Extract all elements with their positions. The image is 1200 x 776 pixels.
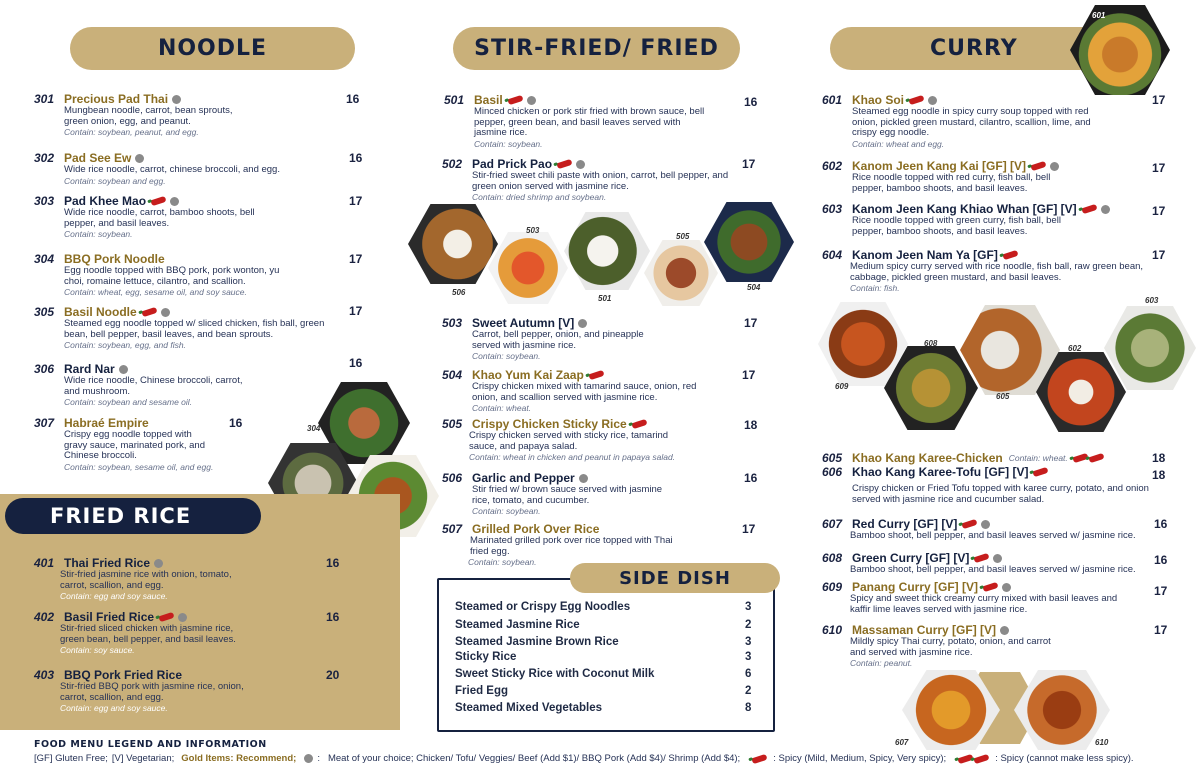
meat-choice-icon: [178, 613, 187, 622]
menu-item-609: 609 Panang Curry [GF] [V] 17 Spicy and sweet thick creamy curry mixed with basil leaves and kaffir lime leaves served with jasmine rice.: [822, 580, 1168, 615]
side-dish-row: Steamed Jasmine Rice 2: [455, 619, 752, 631]
menu-item-607: 607 Red Curry [GF] [V] 16 Bamboo shoot, bell pepper, and basil leaves served w/ jasmine rice.: [822, 517, 1168, 541]
menu-item-507: 507 Grilled Pork Over Rice 17 Marinated grilled pork over rice topped with Thai fried egg. Contain: soybean.: [442, 522, 756, 567]
curry-header: CURRY: [830, 27, 1130, 70]
chili-icon: [1081, 204, 1097, 214]
chili-icon: [158, 612, 174, 622]
menu-item-403: 403 BBQ Pork Fried Rice 20 Stir-fried BBQ pork with jasmine rice, onion, carrot, scallion, and egg. Contain: egg and soy sauce.: [34, 668, 340, 713]
chili-icon: [974, 553, 990, 563]
photo-505: [644, 240, 718, 306]
menu-item-402: 402 Basil Fried Rice 16 Stir-fried sliced chicken with jasmine rice, green bean, bell pepper, and basil leaves. Contain: soy sauce.: [34, 610, 340, 655]
meat-choice-icon: [1000, 626, 1009, 635]
meat-choice-icon: [170, 197, 179, 206]
meat-choice-icon: [161, 308, 170, 317]
photo-506: [408, 204, 498, 284]
chili-icon: [588, 370, 604, 380]
side-dish-row: Steamed Jasmine Brown Rice 3: [455, 636, 752, 648]
side-dish-row: Steamed Mixed Vegetables 8: [455, 702, 752, 714]
menu-item-502: 502 Pad Prick Pao 17 Stir-fried sweet chili paste with onion, carrot, bell pepper, and green onion served with jasmine rice. Contain: dried shrimp and soybean.: [442, 157, 756, 202]
chili-icon: [150, 196, 166, 206]
chili-icon: [1002, 250, 1018, 260]
menu-item-307: 307 Habraé Empire 16 Crispy egg noodle topped with gravy sauce, marinated pork, and Chinese broccoli. Contain: soybean, sesame oil, and egg.: [34, 416, 243, 472]
meat-choice-icon: [576, 160, 585, 169]
legend-title: FOOD MENU LEGEND AND INFORMATION: [34, 739, 267, 750]
meat-choice-icon: [928, 96, 937, 105]
meat-choice-icon: [578, 319, 587, 328]
menu-item-301: 301 Precious Pad Thai 16 Mungbean noodle, carrot, bean sprouts, green onion, egg, and peanut. Contain: soybean, peanut, and egg.: [34, 92, 360, 137]
meat-choice-icon: [527, 96, 536, 105]
chili-icon: [1033, 467, 1049, 477]
meat-choice-icon: [172, 95, 181, 104]
menu-item-610: 610 Massaman Curry [GF] [V] 17 Mildly spicy Thai curry, potato, onion, and carrot and served with jasmine rice. Contain: peanut.: [822, 623, 1168, 668]
menu-item-601: 601 Khao Soi 17 Steamed egg noodle in spicy curry soup topped with red onion, pickled green mustard, cilantro, scallion, lime, and crispy egg noodle. Contain: wheat and egg.: [822, 93, 1166, 149]
photo-601: [1070, 5, 1170, 95]
chili-icon: [631, 419, 647, 429]
chili-icon: [556, 159, 572, 169]
meat-choice-icon: [1101, 205, 1110, 214]
menu-item-303: 303 Pad Khee Mao 17 Wide rice noodle, carrot, bamboo shoots, bell pepper, and basil leaves. Contain: soybean.: [34, 194, 363, 239]
chili-icon: [1088, 453, 1104, 463]
side-dish-row: Steamed or Crispy Egg Noodles 3: [455, 601, 752, 613]
menu-item-506: 506 Garlic and Pepper 16 Stir fried w/ brown sauce served with jasmine rice, tomato, and cucumber. Contain: soybean.: [442, 471, 758, 516]
menu-item-603: 603 Kanom Jeen Kang Khiao Whan [GF] [V] 17 Rice noodle topped with green curry, fish ball, bell pepper, bamboo shoots, and basil leaves.: [822, 202, 1166, 237]
photo-603: [1104, 306, 1196, 390]
chili-icon: [982, 582, 998, 592]
menu-item-605: 605 Khao Kang Karee-Chicken Contain: wheat. 18: [822, 451, 1166, 465]
meat-choice-icon: [154, 559, 163, 568]
menu-item-505: 505 Crispy Chicken Sticky Rice 18 Crispy chicken served with sticky rice, tamarind sauce, and papaya salad. Contain: wheat in chicken and peanut in papaya salad.: [442, 417, 758, 462]
chili-icon: [962, 519, 978, 529]
chili-icon: [908, 95, 924, 105]
side-dish-row: Fried Egg 2: [455, 685, 752, 697]
meat-choice-icon: [579, 474, 588, 483]
menu-item-503: 503 Sweet Autumn [V] 17 Carrot, bell pepper, onion, and pineapple served with jasmine rice. Contain: soybean.: [442, 316, 758, 361]
side-dish-row: Sticky Rice 3: [455, 651, 752, 663]
chili-icon: [141, 307, 157, 317]
menu-item-305: 305 Basil Noodle 17 Steamed egg noodle topped w/ sliced chicken, fish ball, green bean, bell pepper, basil leaves, and bean sprouts. Contain: soybean, egg, and fish.: [34, 304, 363, 350]
menu-item-401: 401 Thai Fried Rice 16 Stir-fried jasmine rice with onion, tomato, carrot, scallion, and egg. Contain: egg and soy sauce.: [34, 556, 340, 601]
chili-icon: [507, 95, 523, 105]
meat-choice-icon: [304, 754, 313, 763]
meat-choice-icon: [135, 154, 144, 163]
menu-item-608: 608 Green Curry [GF] [V] 16 Bamboo shoot, bell pepper, and basil leaves served w/ jasmine rice.: [822, 551, 1168, 575]
photo-503: [488, 232, 568, 304]
meat-choice-icon: [1002, 583, 1011, 592]
meat-choice-icon: [119, 365, 128, 374]
menu-item-604: 604 Kanom Jeen Nam Ya [GF] 17 Medium spicy curry served with rice noodle, fish ball, raw green bean, cabbage, pickled green mustard, and basil leaves. Contain: fish.: [822, 248, 1166, 293]
photo-504: [704, 202, 794, 282]
meat-choice-icon: [993, 554, 1002, 563]
chili-icon: [974, 753, 990, 763]
chili-icon: [1030, 161, 1046, 171]
stirfried-header: STIR-FRIED/ FRIED: [453, 27, 740, 70]
chili-icon: [752, 753, 768, 763]
menu-item-501: 501 Basil 16 Minced chicken or pork stir fried with brown sauce, bell pepper, green bean, and basil leaves served with jasmine rice. Contain: soybean.: [444, 93, 758, 149]
side-dish-row: Sweet Sticky Rice with Coconut Milk 6: [455, 668, 752, 680]
meat-choice-icon: [1050, 162, 1059, 171]
menu-item-602: 602 Kanom Jeen Kang Kai [GF] [V] 17 Rice noodle topped with red curry, fish ball, bell pepper, bamboo shoots, and basil leaves.: [822, 159, 1166, 194]
side-dish-header: SIDE DISH: [570, 563, 780, 593]
menu-item-302: 302 Pad See Ew 16 Wide rice noodle, carrot, chinese broccoli, and egg. Contain: soybean and egg.: [34, 151, 363, 186]
photo-501: [564, 212, 650, 290]
noodle-header: NOODLE: [70, 27, 355, 70]
menu-item-304: 304 BBQ Pork Noodle 17 Egg noodle topped with BBQ pork, pork wonton, yu choi, romaine lettuce, cilantro, and scallion. Contain: wheat, egg, sesame oil, and soy sauce.: [34, 252, 363, 297]
menu-item-606: 606 Khao Kang Karee-Tofu [GF] [V] 18 Crispy chicken or Fried Tofu topped with karee curry, potato, and onion served with jasmine rice and cucumber salad.: [822, 465, 1166, 505]
menu-item-306: 306 Rard Nar 16 Wide rice noodle, Chinese broccoli, carrot, and mushroom. Contain: soybean and sesame oil.: [34, 356, 363, 407]
legend-line: [GF] Gluten Free; [V] Vegetarian; Gold Items: Recommend; : Meat of your choice; Chicken/ Tofu/ Veggies/ Beef (Add $1)/ BBQ Pork (Add $4)/ Shrimp (Add $4); : Spicy (Mild, Medium, Spicy, Very spicy); : Spicy (cannot make less spicy).: [34, 753, 1134, 764]
menu-item-504: 504 Khao Yum Kai Zaap 17 Crispy chicken mixed with tamarind sauce, onion, red onion, and scallion served with jasmine rice. Contain: wheat.: [442, 368, 756, 413]
fried-rice-header: FRIED RICE: [5, 498, 261, 534]
meat-choice-icon: [981, 520, 990, 529]
